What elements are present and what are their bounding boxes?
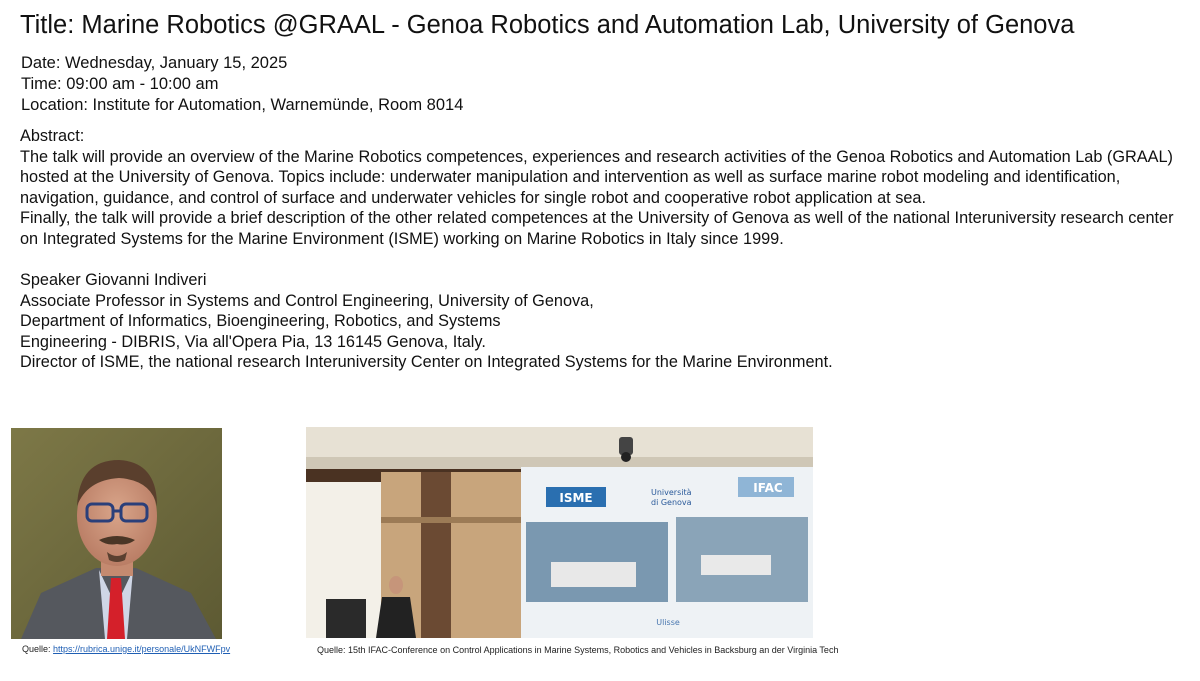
conference-photo bbox=[306, 427, 813, 638]
speaker-name: Speaker Giovanni Indiveri bbox=[20, 271, 207, 289]
isme-logo-text: ISME bbox=[559, 491, 593, 505]
abstract-heading: Abstract: bbox=[20, 127, 85, 145]
portrait-caption bbox=[22, 644, 230, 654]
abstract-paragraph-1: The talk will provide an overview of the Marine Robotics competences, experiences and research activities of the Genoa Robotics and Automation Lab (GRAAL) hosted at the University of Genova. Topics include: underwater manipulation and intervention as well as surface marine robot modeling and identification, navigation, guidance, and control of surface and underwater vehicles for single robot and cooperative robot application at sea. bbox=[20, 147, 1173, 207]
unige-logo-line1: Università bbox=[651, 488, 692, 497]
speaker-portrait bbox=[11, 428, 222, 639]
event-time: Time: 09:00 am - 10:00 am bbox=[21, 75, 219, 93]
portrait-caption-prefix: Quelle: bbox=[22, 644, 54, 654]
speaker-affiliation-3: Engineering - DIBRIS, Via all'Opera Pia, 13 16145 Genova, Italy. bbox=[20, 332, 486, 351]
unige-logo-line2: di Genova bbox=[651, 498, 692, 507]
abstract-paragraph-2: Finally, the talk will provide a brief description of the other related competences at the University of Genova as well of the national Interuniversity research center on Integrated Systems for the Marine Environment (ISME) working on Marine Robotics in Italy since 1999. bbox=[20, 209, 1174, 248]
ifac-logo-text: IFAC bbox=[753, 481, 783, 495]
event-date: Date: Wednesday, January 15, 2025 bbox=[21, 54, 288, 72]
speaker-affiliation-1: Associate Professor in Systems and Control Engineering, University of Genova, bbox=[20, 291, 594, 310]
abstract-section bbox=[20, 126, 1190, 250]
event-location: Location: Institute for Automation, Warnemünde, Room 8014 bbox=[21, 96, 464, 114]
speaker-affiliation-2: Department of Informatics, Bioengineering, Robotics, and Systems bbox=[20, 312, 501, 331]
portrait-source-link[interactable]: https://rubrica.unige.it/personale/UkNFWFpv bbox=[53, 644, 231, 654]
speaker-affiliation-4: Director of ISME, the national research Interuniversity Center on Integrated Systems for the Marine Environment. bbox=[20, 353, 833, 372]
event-details bbox=[21, 53, 463, 116]
speaker-section bbox=[20, 270, 1190, 373]
slide-vehicle-label: Ulisse bbox=[656, 618, 680, 627]
page-title: Title: Marine Robotics @GRAAL - Genoa Robotics and Automation Lab, University of Genova bbox=[20, 11, 1075, 39]
conference-caption: Quelle: 15th IFAC-Conference on Control Applications in Marine Systems, Robotics and Vehicles in Backsburg an der Virginia Tech bbox=[317, 645, 839, 655]
